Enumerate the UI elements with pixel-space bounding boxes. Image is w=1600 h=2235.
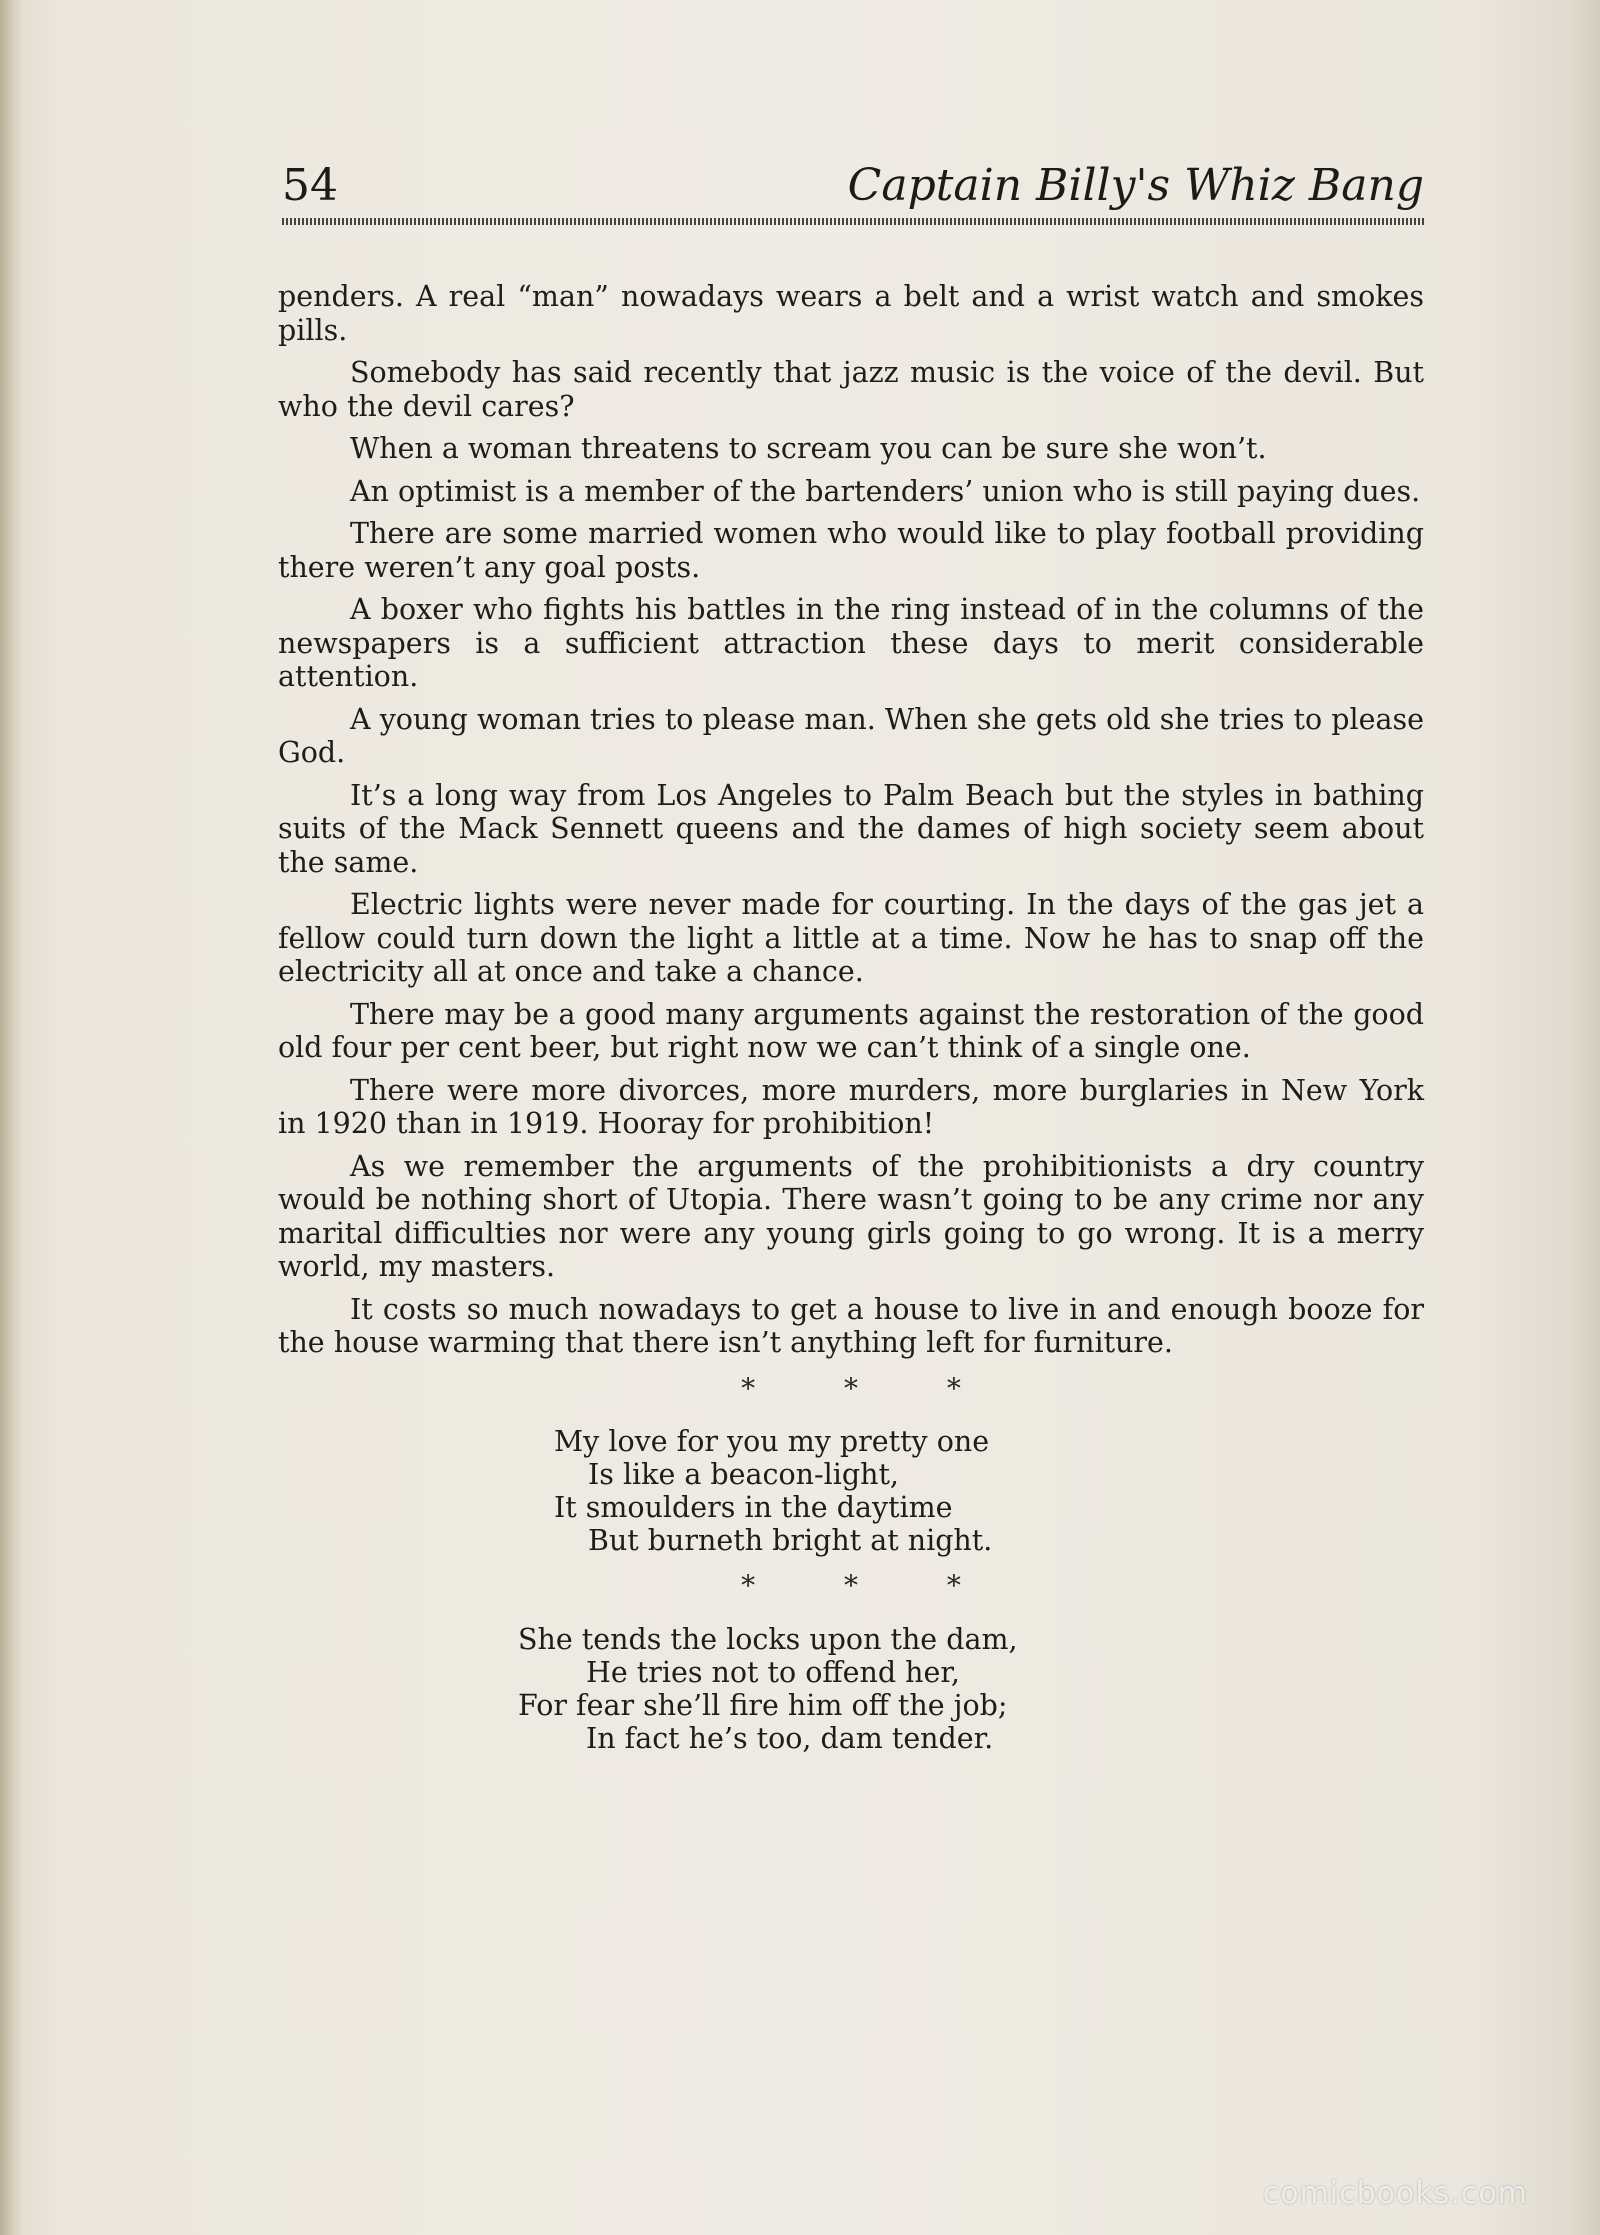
poem-line: It smoulders in the daytime (554, 1491, 953, 1524)
poem-line: He tries not to offend her, (586, 1655, 960, 1689)
paragraph: There may be a good many arguments against the restoration of the good old four per cent beer, but right now we can’t think of a single one. (278, 997, 1424, 1064)
paragraph: As we remember the arguments of the prohibitionists a dry country would be nothing short of Utopia. There wasn’t going to be any crime nor any marital difficulties nor were any young girls going to go wrong. It is a merry world, my masters. (278, 1149, 1424, 1283)
page-header (282, 158, 1424, 214)
paragraph: There were more divorces, more murders, more burglaries in New York in 1920 than in 1919. Hooray for prohibition! (278, 1073, 1424, 1140)
paragraph: A boxer who fights his battles in the ring instead of in the columns of the newspapers is a sufficient attraction these days to merit considerable attention. (278, 593, 1424, 693)
paragraph: Electric lights were never made for courting. In the days of the gas jet a fellow could turn down the light a little at a time. Now he has to snap off the electricity all at once and take a chance. (278, 888, 1424, 988)
section-separator: * * * (741, 1569, 1001, 1602)
site-watermark: comicbooks.com (1262, 2176, 1528, 2211)
poem-line: My love for you my pretty one (554, 1425, 990, 1458)
paragraph: It costs so much nowadays to get a house to live in and enough booze for the house warming that there isn’t anything left for furniture. (278, 1292, 1424, 1359)
page-binding-edge (0, 0, 22, 2235)
running-title: Captain Billy's Whiz Bang (847, 160, 1424, 211)
poem-line: For fear she’ll fire him off the job; (518, 1688, 1008, 1722)
poem-line: In fact he’s too, dam tender. (586, 1721, 994, 1755)
poem-beacon-light (554, 1425, 1424, 1557)
page-number: 54 (282, 160, 338, 211)
poem-line: But burneth bright at night. (588, 1524, 993, 1557)
header-rule (282, 218, 1424, 225)
poem-line: Is like a beacon-light, (588, 1458, 899, 1491)
paragraph: penders. A real “man” nowadays wears a belt and a wrist watch and smokes pills. (278, 280, 1424, 347)
poem-dam-tender (518, 1623, 1424, 1755)
article-body (278, 280, 1424, 1755)
paragraph: Somebody has said recently that jazz music is the voice of the devil. But who the devil cares? (278, 356, 1424, 423)
paragraph: There are some married women who would like to play football providing there weren’t any goal posts. (278, 517, 1424, 584)
paragraph: An optimist is a member of the bartenders’ union who is still paying dues. (350, 474, 1421, 508)
section-separator: * * * (741, 1371, 1001, 1405)
paragraph: It’s a long way from Los Angeles to Palm Beach but the styles in bathing suits of the Mack Sennett queens and the dames of high society seem about the same. (278, 778, 1424, 879)
paragraph: When a woman threatens to scream you can be sure she won’t. (350, 432, 1267, 465)
paragraph: A young woman tries to please man. When she gets old she tries to please God. (278, 702, 1424, 769)
poem-line: She tends the locks upon the dam, (518, 1622, 1018, 1656)
